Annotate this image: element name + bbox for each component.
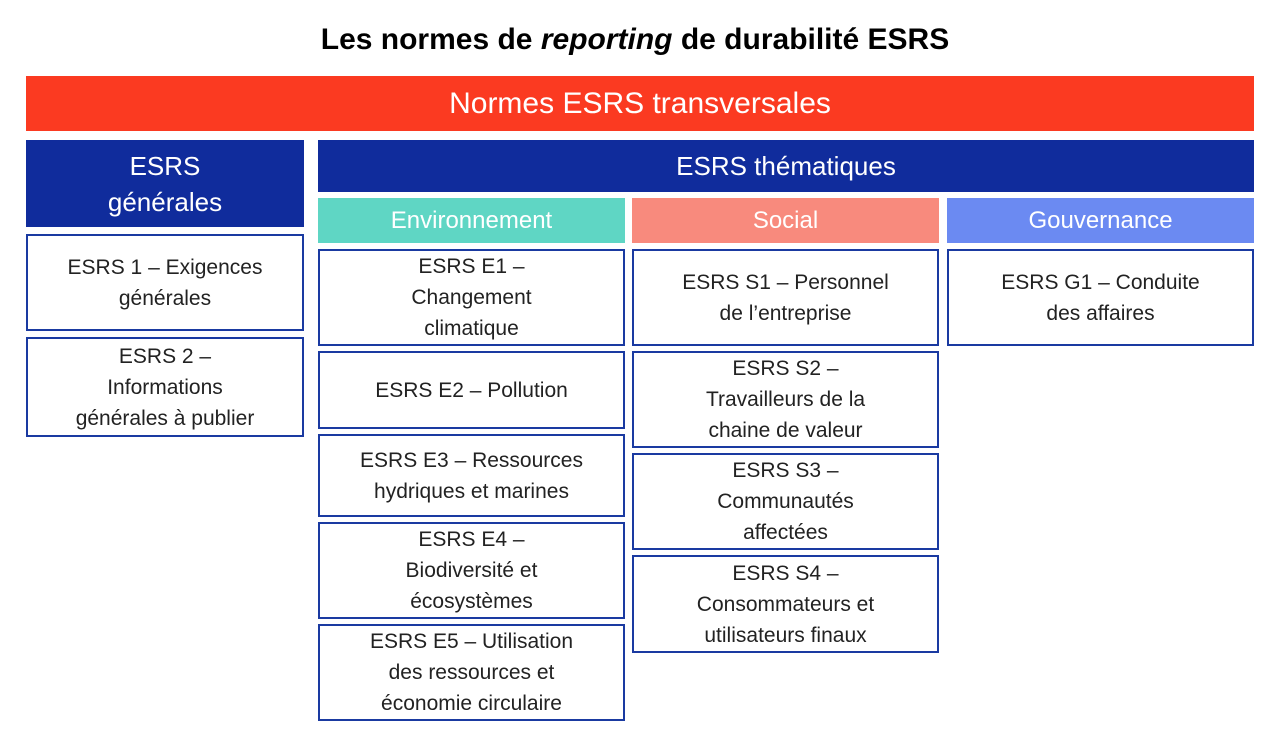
esrs-1-line: ESRS 1 – Exigences	[67, 255, 263, 279]
esrs-e1-line: Changement	[411, 286, 532, 309]
esrs-s2-line: Travailleurs de la	[705, 388, 866, 411]
generales-header	[26, 140, 304, 227]
esrs-e5-line: ESRS E5 – Utilisation	[369, 630, 574, 653]
esrs-2-box	[26, 337, 304, 437]
transversal-label: Normes ESRS transversales	[449, 86, 831, 120]
esrs-e1-line: climatique	[424, 317, 519, 340]
esrs-s3-line: Communautés	[717, 490, 854, 513]
esrs-e1-box	[318, 249, 625, 346]
esrs-e3-line: hydriques et marines	[374, 479, 569, 503]
esrs-s2-line: chaine de valeur	[708, 419, 863, 442]
esrs-s1-box	[632, 249, 939, 346]
esrs-s4-line: utilisateurs finaux	[704, 623, 867, 647]
esrs-e4-line: écosystèmes	[410, 590, 533, 613]
esrs-e4-line: Biodiversité et	[405, 559, 538, 582]
esrs-g1-box	[947, 249, 1254, 346]
esrs-s3-box	[632, 453, 939, 550]
esrs-2-line: générales à publier	[75, 406, 255, 430]
thematiques-header	[318, 140, 1254, 192]
esrs-e2-box	[318, 351, 625, 429]
esrs-e4-line: ESRS E4 –	[418, 528, 525, 551]
esrs-s3-line: ESRS S3 –	[732, 459, 839, 482]
generales-header-line1: ESRS	[129, 150, 201, 181]
esrs-g1-line: ESRS G1 – Conduite	[1001, 270, 1200, 294]
esrs-s1-line: ESRS S1 – Personnel	[682, 270, 889, 294]
category-social-label: Social	[752, 206, 819, 234]
esrs-2-line: Informations	[107, 375, 223, 399]
category-social	[632, 198, 939, 243]
esrs-s2-box	[632, 351, 939, 448]
category-environnement-label: Environnement	[390, 206, 553, 234]
esrs-s2-line: ESRS S2 –	[732, 357, 839, 380]
page-title: Les normes de reporting de durabilité ESRS	[320, 23, 950, 56]
esrs-e2-line: ESRS E2 – Pollution	[375, 378, 568, 402]
esrs-e5-line: des ressources et	[388, 661, 555, 684]
category-gouvernance	[947, 198, 1254, 243]
esrs-s4-line: Consommateurs et	[696, 592, 875, 616]
category-gouvernance-label: Gouvernance	[1028, 206, 1173, 234]
esrs-e3-line: ESRS E3 – Ressources	[360, 448, 583, 472]
esrs-e3-box	[318, 434, 625, 517]
esrs-e5-box	[318, 624, 625, 721]
esrs-s3-line: affectées	[743, 521, 828, 544]
generales-header-line2: générales	[107, 186, 223, 217]
esrs-2-line: ESRS 2 –	[118, 344, 212, 368]
transversal-banner	[26, 76, 1254, 131]
esrs-s1-line: de l’entreprise	[719, 301, 852, 325]
esrs-1-box	[26, 234, 304, 331]
esrs-g1-line: des affaires	[1046, 301, 1155, 325]
esrs-s4-box	[632, 555, 939, 653]
esrs-e5-line: économie circulaire	[381, 692, 562, 715]
category-environnement	[318, 198, 625, 243]
esrs-s4-line: ESRS S4 –	[732, 561, 839, 585]
thematiques-label: ESRS thématiques	[676, 150, 896, 181]
esrs-e4-box	[318, 522, 625, 619]
esrs-1-line: générales	[118, 286, 212, 310]
esrs-e1-line: ESRS E1 –	[418, 255, 525, 278]
